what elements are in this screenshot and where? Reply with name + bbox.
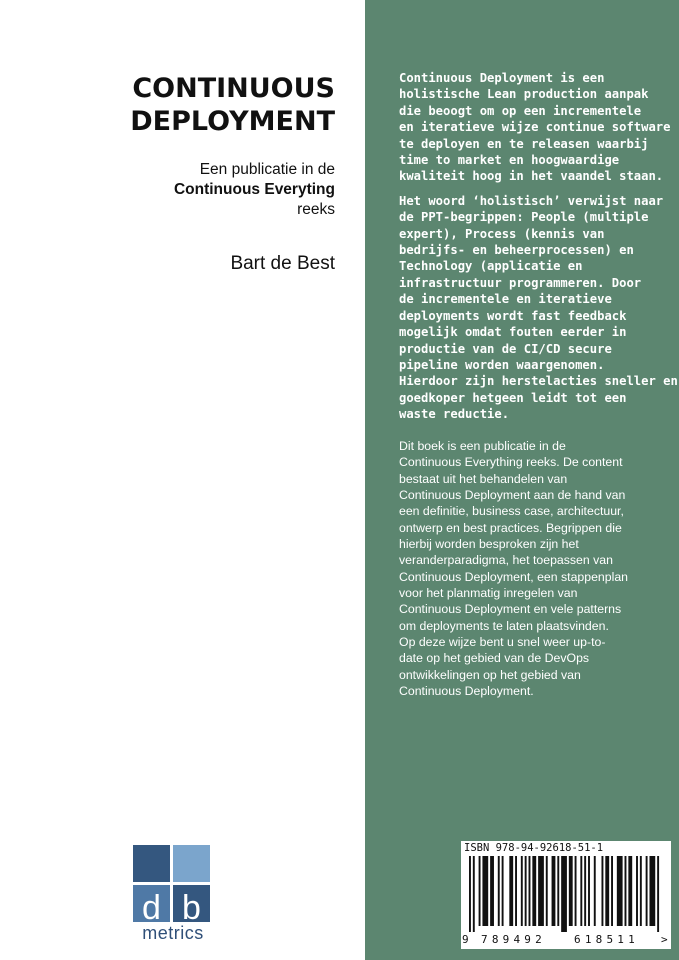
logo-square-bottom-right: [173, 885, 210, 927]
barcode-bars: [469, 856, 661, 932]
barcode-bar: [640, 856, 642, 926]
barcode-bar: [473, 856, 475, 932]
blurb-line: de incrementele en iteratieve: [399, 292, 612, 307]
barcode-bar: [557, 856, 559, 926]
barcode-bar: [580, 856, 582, 926]
blurb-line: bedrijfs- en beheerprocessen) en: [399, 243, 634, 258]
blurb-line: een definitie, business case, architectuur,: [399, 504, 624, 519]
barcode-bar: [515, 856, 517, 926]
blurb-line: hierbij worden besproken zijn het: [399, 537, 579, 552]
barcode-bar: [605, 856, 609, 926]
barcode-bar: [521, 856, 523, 926]
blurb-line: en iteratieve wijze continue software: [399, 120, 671, 135]
logo-square-top-right: [173, 845, 210, 882]
book-title: [35, 72, 335, 138]
logo-letter-b: b: [182, 889, 201, 927]
isbn-label: ISBN 978-94-92618-51-1: [464, 842, 604, 854]
barcode-bar: [498, 856, 500, 926]
barcode-bar: [611, 856, 613, 926]
blurb-line: Continuous Deployment en vele patterns: [399, 602, 622, 617]
blurb-line: Continuous Deployment.: [399, 684, 534, 699]
title-line-1: CONTINUOUS: [132, 73, 335, 104]
title-line-2: DEPLOYMENT: [130, 106, 335, 137]
blurb-line: veranderparadigma, het toepassen van: [399, 553, 613, 568]
logo-square-bottom-left: [133, 885, 170, 927]
author-name: Bart de Best: [230, 253, 335, 274]
subtitle-series-name: Continuous Everyting: [173, 181, 335, 198]
blurb-line: te deployen en te releasen waarbij: [399, 136, 649, 151]
barcode-digit-group-1: 789492: [481, 933, 546, 946]
blurb-line: Continuous Everything reeks. De content: [399, 455, 623, 470]
blurb-line: Continuous Deployment aan de hand van: [399, 488, 626, 503]
db-metrics-logo: [133, 845, 213, 944]
blurb-line: goedkoper hetgeen leidt tot een: [399, 390, 627, 405]
blurb-line: date op het gebied van de DevOps: [399, 651, 590, 666]
logo-square-top-left: [133, 845, 170, 882]
barcode-bar: [646, 856, 648, 926]
barcode-bar: [502, 856, 504, 926]
barcode-bar: [588, 856, 590, 926]
blurb-line: Hierdoor zijn herstelacties sneller en: [399, 374, 678, 389]
blurb-line: Het woord ‘holistisch’ verwijst naar: [399, 193, 664, 208]
blurb-line: ontwerp en best practices. Begrippen die: [399, 520, 622, 535]
barcode-bar: [601, 856, 603, 926]
blurb-line: productie van de CI/CD secure: [399, 341, 612, 356]
blurb-line: die beoogt om op een incrementele: [399, 103, 642, 118]
blurb-line: holistische Lean production aanpak: [399, 87, 649, 102]
logo-wordmark: metrics: [142, 923, 204, 943]
barcode-bar: [594, 856, 596, 926]
blurb-line: de PPT-begrippen: People (multiple: [399, 210, 649, 225]
series-subtitle: [35, 160, 335, 220]
barcode-bar: [482, 856, 488, 926]
blurb-line: Continuous Deployment is een: [399, 71, 605, 85]
blurb-line: Op deze wijze bent u snel weer up-to-: [399, 635, 606, 650]
barcode-bar: [509, 856, 513, 926]
blurb-line: waste reductie.: [399, 407, 510, 422]
barcode-digit-group-2: 618511: [574, 933, 639, 946]
barcode-bar: [529, 856, 531, 926]
blurb-line: bestaat uit het behandelen van: [399, 471, 568, 486]
barcode-bar: [561, 856, 567, 932]
blurb-line: Dit boek is een publicatie in de: [399, 439, 566, 453]
barcode-bar: [469, 856, 471, 932]
barcode-digit-marker: >: [661, 933, 668, 946]
barcode-bar: [657, 856, 659, 932]
blurb-line: infrastructuur programmeren. Door: [399, 275, 642, 290]
barcode-bar: [628, 856, 632, 926]
barcode-digit-first: 9: [462, 933, 469, 946]
barcode-bar: [546, 856, 548, 926]
blurb-line: deployments wordt fast feedback: [399, 308, 627, 323]
blurb-bold: [399, 70, 678, 423]
barcode-bar: [617, 856, 623, 926]
barcode-bar: [490, 856, 494, 926]
blurb-line: expert), Process (kennis van: [399, 226, 605, 241]
subtitle-line-1: Een publicatie in de: [199, 161, 335, 178]
barcode-bar: [532, 856, 536, 926]
barcode-bar: [569, 856, 573, 926]
barcode-bar: [525, 856, 527, 926]
blurb-paragraph-1: [399, 70, 671, 185]
barcode-bar: [552, 856, 556, 926]
blurb-line: voor het planmatig inregelen van: [399, 586, 578, 601]
barcode-bar: [575, 856, 577, 926]
blurb-line: mogelijk omdat fouten eerder in: [399, 325, 627, 340]
subtitle-line-3: reeks: [297, 201, 335, 218]
barcode-bar: [625, 856, 627, 926]
barcode-bar: [538, 856, 544, 926]
blurb-regular: [399, 438, 661, 700]
blurb-line: om deployments te laten plaatsvinden.: [399, 618, 609, 633]
blurb-line: Technology (applicatie en: [399, 259, 583, 274]
blurb-paragraph-2: [399, 193, 678, 423]
blurb-line: Continuous Deployment, een stappenplan: [399, 569, 629, 584]
barcode-bar: [479, 856, 481, 926]
logo-letter-d: d: [142, 889, 161, 927]
blurb-line: pipeline worden waargenomen.: [399, 357, 605, 372]
paragraph-gap: [399, 185, 661, 193]
blurb-line: kwaliteit hoog in het vaandel staan.: [399, 169, 664, 184]
barcode-bar: [584, 856, 586, 926]
blurb-line: ontwikkelingen op het gebied van: [399, 667, 581, 682]
blurb-line: time to market en hoogwaardige: [399, 153, 620, 168]
isbn-barcode: [461, 841, 671, 949]
barcode-bar: [649, 856, 655, 926]
barcode-bar: [636, 856, 638, 926]
